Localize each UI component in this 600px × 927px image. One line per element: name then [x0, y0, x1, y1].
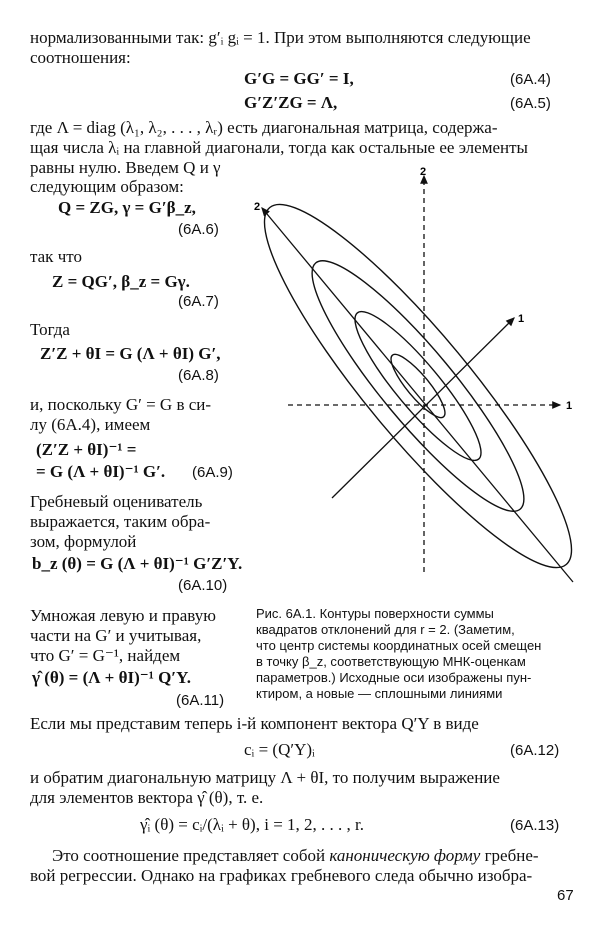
text-line: щая числа λᵢ на главной диагонали, тогда как остальные ее элементы: [30, 138, 528, 157]
equation-number: (6A.9): [192, 464, 233, 481]
equation-number: (6A.5): [510, 95, 551, 112]
text-line: и обратим диагональную матрицу Λ + θI, то получим выражение: [30, 768, 500, 787]
contour-ellipse-outer: [248, 174, 588, 597]
caption-line: в точку β_z, соответствующую МНК-оценкам: [256, 654, 526, 669]
equation-6a11: γ̂ (θ) = (Λ + θI)⁻¹ Q′Y.: [32, 668, 192, 687]
new-major-axis: [262, 208, 573, 582]
text-line: части на G′ и учитывая,: [30, 626, 202, 645]
contour-ellipse-3: [340, 299, 495, 473]
equation-number: (6A.12): [510, 742, 560, 759]
text-line: лу (6A.4), имеем: [30, 415, 151, 434]
text-line: для элементов вектора γ̂ (θ), т. е.: [30, 788, 264, 807]
page-number: 67: [557, 887, 574, 904]
caption-line: квадратов отклонений для r = 2. (Заметим,: [256, 622, 515, 637]
old-horizontal-axis-label: 1: [566, 400, 573, 412]
caption-line: что центр системы координатных осей смещен: [256, 638, 542, 653]
equation-6a12: cᵢ = (Q′Y)ᵢ: [244, 740, 315, 759]
text-line: и, поскольку G′ = G в си-: [30, 395, 212, 414]
text-fragment: Это соотношение представляет собой: [52, 846, 330, 865]
text-line: зом, формулой: [30, 532, 137, 551]
text-fragment: гребне-: [480, 846, 539, 865]
text-line: следующим образом:: [30, 177, 184, 196]
caption-line: Рис. 6A.1. Контуры поверхности суммы: [256, 606, 494, 621]
equation-6a4: G′G = GG′ = I,: [244, 69, 354, 88]
caption-line: ктиром, а новые — сплошными линиями: [256, 686, 503, 701]
equation-6a10: b_z (θ) = G (Λ + θI)⁻¹ G′Z′Y.: [32, 554, 243, 573]
text-line: Если мы представим теперь i-й компонент вектора Q′Y в виде: [30, 714, 479, 733]
text-line: выражается, таким обра-: [30, 512, 211, 531]
text-line: [52, 846, 539, 866]
text-line: Тогда: [30, 320, 70, 339]
equation-number: (6A.7): [178, 293, 219, 310]
text-line: Умножая левую и правую: [30, 606, 216, 625]
text-line: так что: [30, 247, 82, 266]
equation-number: (6A.6): [178, 221, 219, 238]
equation-number: (6A.11): [176, 692, 225, 709]
equation-6a8: Z′Z + θI = G (Λ + θI) G′,: [40, 344, 221, 363]
text-line: вой регрессии. Однако на графиках гребневого следа обычно изобра-: [30, 866, 533, 885]
text-line: соотношения:: [30, 48, 131, 67]
equation-6a9-part1: (Z′Z + θI)⁻¹ =: [36, 440, 137, 459]
equation-6a13: γ̂ᵢ (θ) = cᵢ/(λᵢ + θ), i = 1, 2, . . . , r.: [140, 815, 365, 834]
new-major-axis-label: 2: [254, 201, 261, 213]
emphasis-text: каноническую форму: [329, 846, 481, 865]
text-line: нормализованными так: g′ᵢ gᵢ = 1. При этом выполняются следующие: [30, 28, 531, 47]
contour-plot: [248, 162, 588, 602]
text-line: что G′ = G⁻¹, найдем: [30, 646, 181, 665]
new-minor-axis-label: 1: [518, 313, 525, 325]
equation-number: (6A.8): [178, 367, 219, 384]
equation-number: (6A.13): [510, 817, 560, 834]
equation-6a7: Z = QG′, β_z = Gγ.: [52, 272, 190, 291]
contour-ellipse-2: [288, 240, 548, 532]
caption-line: параметров.) Исходные оси изображены пун-: [256, 670, 532, 685]
text-line: где Λ = diag (λ₁, λ₂, . . . , λᵣ) есть диагональная матрица, содержа-: [30, 118, 498, 137]
text-line: Гребневый оцениватель: [30, 492, 203, 511]
equation-number: (6A.4): [510, 71, 551, 88]
equation-6a9-part2: = G (Λ + θI)⁻¹ G′.: [36, 462, 166, 481]
old-vertical-axis-label: 2: [420, 166, 427, 178]
equation-number: (6A.10): [178, 577, 228, 594]
equation-6a5: G′Z′ZG = Λ,: [244, 93, 338, 112]
text-line: равны нулю. Введем Q и γ: [30, 158, 221, 177]
equation-6a6: Q = ZG, γ = G′β_z,: [58, 198, 196, 217]
figure-6a1: [248, 162, 588, 602]
